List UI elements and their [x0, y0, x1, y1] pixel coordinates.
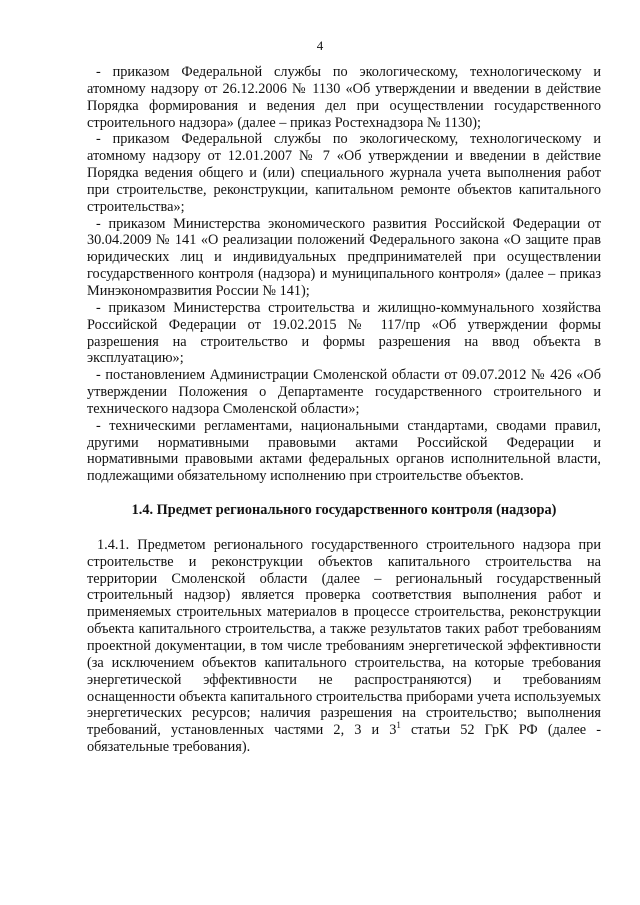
list-item: - приказом Федеральной службы по экологическому, технологическому и атомному надзору от 12.01.2007 № 7 «Об утверждении и введении в действие Порядка ведения общего и (или) специального журнала учета выполнения работ при строительстве, реконструкции, капитальном ремонте объектов капитального строительства»; [87, 131, 601, 215]
paragraph-tail: статьи 52 ГрК РФ (далее - обязательные требования). [87, 722, 601, 756]
list-item: - техническими регламентами, национальными стандартами, сводами правил, другими нормативными правовыми актами Российской Федерации и нормативными правовыми актами федеральных органов исполнительной власти, подлежащими обязательному исполнению при строительстве объектов. [87, 417, 601, 485]
list-item: - приказом Министерства строительства и жилищно-коммунального хозяйства Российской Федерации от 19.02.2015 № 117/пр «Об утверждении формы разрешения на строительство и формы разрешения на ввод объекта в эксплуатацию»; [87, 299, 601, 367]
list-item: - приказом Федеральной службы по экологическому, технологическому и атомному надзору от 26.12.2006 № 1130 «Об утверждении и введении в действие Порядка формирования и ведения дел при осуществлении государственного строительного надзора» (далее – приказ Ростехнадзора № 1130); [87, 64, 601, 131]
list-item: - постановлением Администрации Смоленской области от 09.07.2012 № 426 «Об утверждении Положения о Департаменте государственного строительного и технического надзора Смоленской области»; [87, 367, 601, 417]
section-heading: 1.4. Предмет регионального государственного контроля (надзора) [131, 502, 557, 519]
list-item: - приказом Министерства экономического развития Российской Федерации от 30.04.2009 № 141 «О реализации положений Федерального закона «О защите прав юридических лиц и индивидуальных предпринимателей при осуществлении государственного контроля (надзора) и муниципального контроля» (далее – приказ Минэкономразвития России № 141); [87, 215, 601, 299]
paragraph-text: 1.4.1. Предметом регионального государственного строительного надзора при строительстве и реконструкции объектов капитального строительства на территории Смоленской области (далее – региональный государственный строительный надзор) является проверка соответствия выполнения работ и применяемых строительных материалов в процессе строительства, реконструкции объекта капитального строительства, а также результатов таких работ требованиям проектной документации, в том числе требованиям энергетической эффективности (за исключением объектов капитального строительства, на которые требования энергетической эффективности не распространяются) и требованиям оснащенности объекта капитального строительства приборами учета используемых энергетических ресурсов; наличия разрешения на строительство; выполнения требований, установленных частями 2, 3 и 3 [87, 536, 601, 739]
document-body [87, 64, 601, 756]
page-number: 4 [316, 38, 324, 53]
section-paragraph [87, 537, 601, 756]
superscript: 1 [396, 720, 401, 731]
